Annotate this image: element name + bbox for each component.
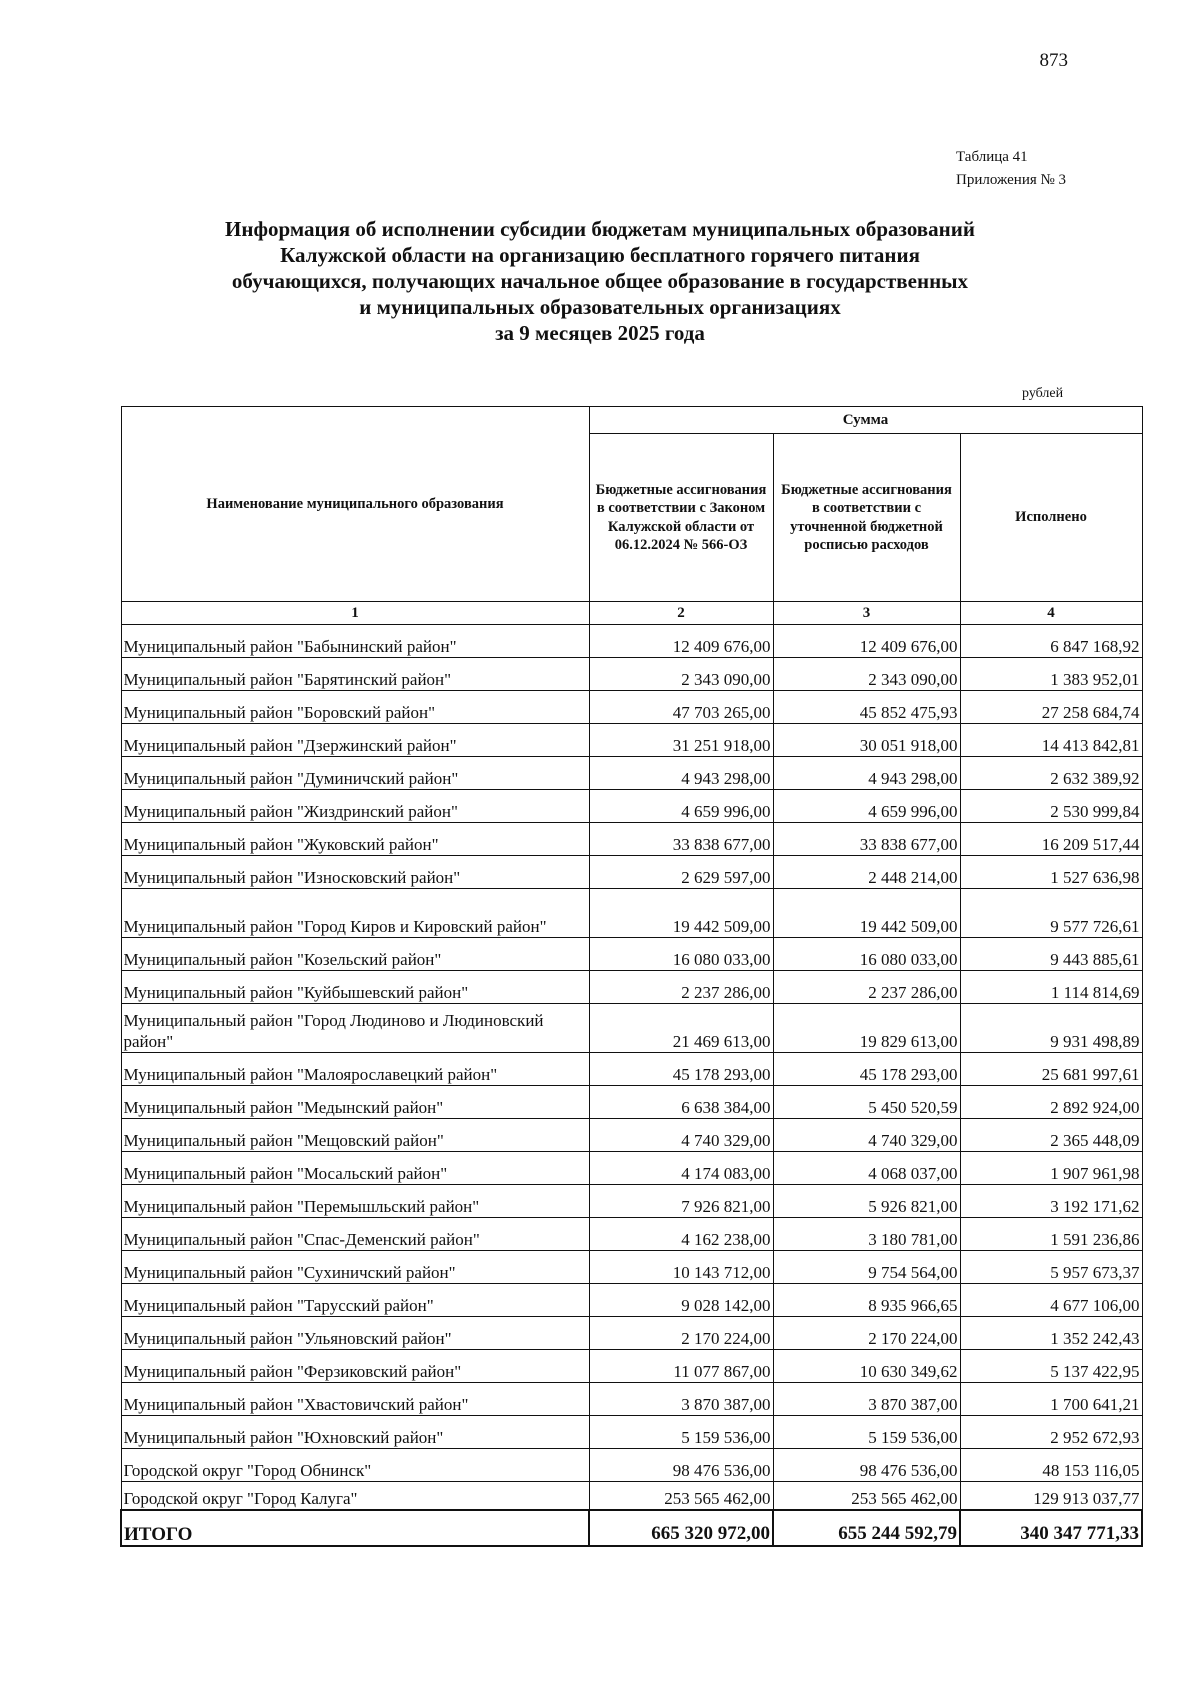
refined-allocations-value: 19 829 613,00 [773, 1004, 960, 1053]
law-allocations-value: 9 028 142,00 [589, 1284, 773, 1317]
law-allocations-value: 4 174 083,00 [589, 1152, 773, 1185]
law-allocations-value: 45 178 293,00 [589, 1053, 773, 1086]
municipality-name: Муниципальный район "Перемышльский район" [121, 1185, 589, 1218]
table-row [121, 1053, 1142, 1086]
table-row [121, 1185, 1142, 1218]
municipality-name: Муниципальный район "Мещовский район" [121, 1119, 589, 1152]
table-row [121, 691, 1142, 724]
law-allocations-value: 98 476 536,00 [589, 1449, 773, 1482]
executed-value: 3 192 171,62 [960, 1185, 1142, 1218]
municipality-name: Муниципальный район "Боровский район" [121, 691, 589, 724]
refined-allocations-value: 45 178 293,00 [773, 1053, 960, 1086]
law-allocations-value: 4 659 996,00 [589, 790, 773, 823]
table-row [121, 1317, 1142, 1350]
municipality-name: Муниципальный район "Козельский район" [121, 938, 589, 971]
table-row [121, 1383, 1142, 1416]
municipality-name: Муниципальный район "Жуковский район" [121, 823, 589, 856]
law-allocations-value: 7 926 821,00 [589, 1185, 773, 1218]
executed-value: 9 443 885,61 [960, 938, 1142, 971]
refined-allocations-value: 2 448 214,00 [773, 856, 960, 889]
law-allocations-value: 253 565 462,00 [589, 1482, 773, 1510]
refined-allocations-value: 4 943 298,00 [773, 757, 960, 790]
table-row [121, 1004, 1142, 1053]
refined-allocations-value: 4 659 996,00 [773, 790, 960, 823]
executed-value: 14 413 842,81 [960, 724, 1142, 757]
table-row [121, 1284, 1142, 1317]
law-allocations-value: 10 143 712,00 [589, 1251, 773, 1284]
municipality-name: Муниципальный район "Дзержинский район" [121, 724, 589, 757]
refined-allocations-value: 5 450 520,59 [773, 1086, 960, 1119]
municipality-name: Муниципальный район "Ферзиковский район" [121, 1350, 589, 1383]
header-sum: Сумма [589, 407, 1142, 434]
law-allocations-value: 4 943 298,00 [589, 757, 773, 790]
header-refined-allocations: Бюджетные ассигнования в соответствии с уточненной бюджетной росписью расходов [773, 434, 960, 602]
table-reference [956, 146, 1066, 192]
law-allocations-value: 4 162 238,00 [589, 1218, 773, 1251]
title-line: за 9 месяцев 2025 года [495, 321, 705, 345]
executed-value: 9 931 498,89 [960, 1004, 1142, 1053]
table-row [121, 856, 1142, 889]
executed-value: 1 527 636,98 [960, 856, 1142, 889]
law-allocations-value: 12 409 676,00 [589, 625, 773, 658]
column-number: 4 [960, 602, 1142, 625]
law-allocations-value: 6 638 384,00 [589, 1086, 773, 1119]
table-row [121, 971, 1142, 1004]
municipality-name: Муниципальный район "Город Людиново и Людиновский район" [121, 1004, 589, 1053]
table-row [121, 757, 1142, 790]
refined-allocations-value: 10 630 349,62 [773, 1350, 960, 1383]
total-refined-allocations: 655 244 592,79 [773, 1510, 960, 1546]
municipality-name: Муниципальный район "Бабынинский район" [121, 625, 589, 658]
refined-allocations-value: 19 442 509,00 [773, 889, 960, 938]
table-row [121, 823, 1142, 856]
municipality-name: Муниципальный район "Спас-Деменский район" [121, 1218, 589, 1251]
law-allocations-value: 2 343 090,00 [589, 658, 773, 691]
column-number: 3 [773, 602, 960, 625]
table-number: Таблица 41 [956, 149, 1028, 165]
executed-value: 2 952 672,93 [960, 1416, 1142, 1449]
executed-value: 4 677 106,00 [960, 1284, 1142, 1317]
table-row [121, 1251, 1142, 1284]
column-number: 1 [121, 602, 589, 625]
executed-value: 6 847 168,92 [960, 625, 1142, 658]
refined-allocations-value: 3 870 387,00 [773, 1383, 960, 1416]
municipality-name: Муниципальный район "Износковский район" [121, 856, 589, 889]
executed-value: 27 258 684,74 [960, 691, 1142, 724]
table-row [121, 1086, 1142, 1119]
refined-allocations-value: 33 838 677,00 [773, 823, 960, 856]
executed-value: 48 153 116,05 [960, 1449, 1142, 1482]
table-row [121, 625, 1142, 658]
municipality-name: Муниципальный район "Жиздринский район" [121, 790, 589, 823]
table-row [121, 1119, 1142, 1152]
table-row [121, 790, 1142, 823]
municipality-name: Муниципальный район "Сухиничский район" [121, 1251, 589, 1284]
total-executed: 340 347 771,33 [960, 1510, 1142, 1546]
law-allocations-value: 11 077 867,00 [589, 1350, 773, 1383]
executed-value: 1 907 961,98 [960, 1152, 1142, 1185]
law-allocations-value: 33 838 677,00 [589, 823, 773, 856]
executed-value: 16 209 517,44 [960, 823, 1142, 856]
units-label: рублей [1022, 386, 1064, 401]
refined-allocations-value: 16 080 033,00 [773, 938, 960, 971]
header-executed: Исполнено [960, 434, 1142, 602]
refined-allocations-value: 2 343 090,00 [773, 658, 960, 691]
law-allocations-value: 16 080 033,00 [589, 938, 773, 971]
title-line: и муниципальных образовательных организациях [359, 295, 841, 319]
appendix-number: Приложения № 3 [956, 172, 1067, 188]
refined-allocations-value: 5 159 536,00 [773, 1416, 960, 1449]
refined-allocations-value: 4 068 037,00 [773, 1152, 960, 1185]
executed-value: 1 114 814,69 [960, 971, 1142, 1004]
refined-allocations-value: 8 935 966,65 [773, 1284, 960, 1317]
executed-value: 2 365 448,09 [960, 1119, 1142, 1152]
table-row [121, 938, 1142, 971]
column-number: 2 [589, 602, 773, 625]
refined-allocations-value: 12 409 676,00 [773, 625, 960, 658]
executed-value: 9 577 726,61 [960, 889, 1142, 938]
total-row [121, 1510, 1142, 1546]
municipality-name: Городской округ "Город Обнинск" [121, 1449, 589, 1482]
title-line: обучающихся, получающих начальное общее образование в государственных [231, 269, 969, 293]
table-row [121, 889, 1142, 938]
table-row [121, 1449, 1142, 1482]
law-allocations-value: 3 870 387,00 [589, 1383, 773, 1416]
law-allocations-value: 31 251 918,00 [589, 724, 773, 757]
header-name: Наименование муниципального образования [121, 407, 589, 602]
table-row [121, 1152, 1142, 1185]
municipality-name: Муниципальный район "Хвастовичский район" [121, 1383, 589, 1416]
law-allocations-value: 19 442 509,00 [589, 889, 773, 938]
law-allocations-value: 5 159 536,00 [589, 1416, 773, 1449]
executed-value: 5 957 673,37 [960, 1251, 1142, 1284]
executed-value: 129 913 037,77 [960, 1482, 1142, 1510]
table-row [121, 1416, 1142, 1449]
municipality-name: Муниципальный район "Юхновский район" [121, 1416, 589, 1449]
document-title [120, 216, 1080, 346]
municipality-name: Муниципальный район "Тарусский район" [121, 1284, 589, 1317]
total-law-allocations: 665 320 972,00 [589, 1510, 773, 1546]
refined-allocations-value: 2 237 286,00 [773, 971, 960, 1004]
executed-value: 2 530 999,84 [960, 790, 1142, 823]
municipality-name: Городской округ "Город Калуга" [121, 1482, 589, 1510]
municipality-name: Муниципальный район "Ульяновский район" [121, 1317, 589, 1350]
title-line: Калужской области на организацию бесплатного горячего питания [280, 243, 920, 267]
table-row [121, 658, 1142, 691]
executed-value: 1 591 236,86 [960, 1218, 1142, 1251]
refined-allocations-value: 5 926 821,00 [773, 1185, 960, 1218]
table-row [121, 1350, 1142, 1383]
page-number: 873 [1039, 50, 1068, 71]
total-label: ИТОГО [121, 1510, 589, 1546]
executed-value: 1 383 952,01 [960, 658, 1142, 691]
municipality-name: Муниципальный район "Город Киров и Кировский район" [121, 889, 589, 938]
refined-allocations-value: 45 852 475,93 [773, 691, 960, 724]
refined-allocations-value: 4 740 329,00 [773, 1119, 960, 1152]
table-body [121, 625, 1142, 1510]
refined-allocations-value: 30 051 918,00 [773, 724, 960, 757]
executed-value: 5 137 422,95 [960, 1350, 1142, 1383]
subsidy-table [120, 406, 1143, 1547]
municipality-name: Муниципальный район "Малоярославецкий район" [121, 1053, 589, 1086]
law-allocations-value: 2 170 224,00 [589, 1317, 773, 1350]
executed-value: 1 700 641,21 [960, 1383, 1142, 1416]
refined-allocations-value: 9 754 564,00 [773, 1251, 960, 1284]
refined-allocations-value: 2 170 224,00 [773, 1317, 960, 1350]
executed-value: 2 632 389,92 [960, 757, 1142, 790]
law-allocations-value: 21 469 613,00 [589, 1004, 773, 1053]
executed-value: 25 681 997,61 [960, 1053, 1142, 1086]
executed-value: 1 352 242,43 [960, 1317, 1142, 1350]
law-allocations-value: 2 629 597,00 [589, 856, 773, 889]
municipality-name: Муниципальный район "Куйбышевский район" [121, 971, 589, 1004]
municipality-name: Муниципальный район "Думиничский район" [121, 757, 589, 790]
municipality-name: Муниципальный район "Мосальский район" [121, 1152, 589, 1185]
municipality-name: Муниципальный район "Медынский район" [121, 1086, 589, 1119]
refined-allocations-value: 3 180 781,00 [773, 1218, 960, 1251]
executed-value: 2 892 924,00 [960, 1086, 1142, 1119]
title-line: Информация об исполнении субсидии бюджетам муниципальных образований [225, 217, 975, 241]
law-allocations-value: 47 703 265,00 [589, 691, 773, 724]
table-row [121, 1218, 1142, 1251]
municipality-name: Муниципальный район "Барятинский район" [121, 658, 589, 691]
table-row [121, 724, 1142, 757]
refined-allocations-value: 253 565 462,00 [773, 1482, 960, 1510]
law-allocations-value: 4 740 329,00 [589, 1119, 773, 1152]
law-allocations-value: 2 237 286,00 [589, 971, 773, 1004]
table-row [121, 1482, 1142, 1510]
header-law-allocations: Бюджетные ассигнования в соответствии с Законом Калужской области от 06.12.2024 № 566-ОЗ [589, 434, 773, 602]
refined-allocations-value: 98 476 536,00 [773, 1449, 960, 1482]
